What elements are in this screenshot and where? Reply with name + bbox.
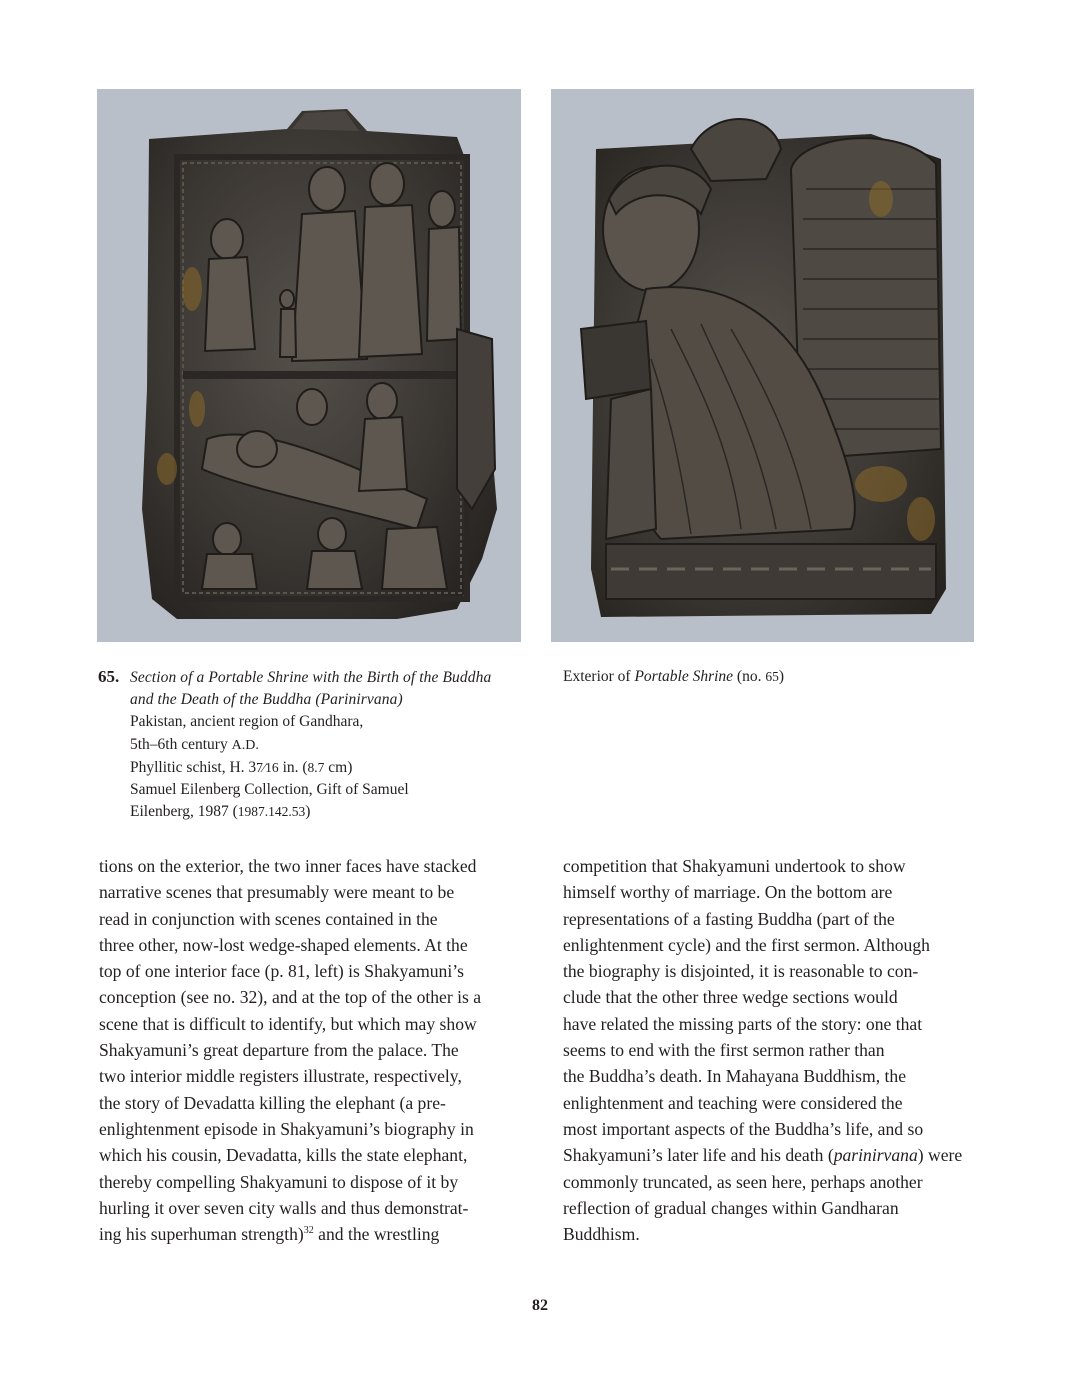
body-line: enlightenment episode in Shakyamuni’s biography in [99, 1118, 474, 1139]
body-line: have related the missing parts of the story: one that [563, 1013, 923, 1034]
body-column-right [563, 853, 988, 1247]
body-line: conception (see no. 32), and at the top of the other is a [99, 987, 482, 1008]
body-line: narrative scenes that presumably were meant to be [99, 882, 455, 903]
body-line: read in conjunction with scenes contained in the [99, 908, 438, 929]
body-line: tions on the exterior, the two inner faces have stacked [99, 856, 477, 876]
body-line: thereby compelling Shakyamuni to dispose of it by [99, 1171, 459, 1192]
body-line: clude that the other three wedge sections would [563, 987, 898, 1008]
figure-date: 5th–6th century A.D. [130, 735, 259, 753]
figure-65-caption [98, 666, 528, 823]
body-line: top of one interior face (p. 81, left) is Shakyamuni’s [99, 961, 464, 982]
figure-origin: Pakistan, ancient region of Gandhara, [130, 713, 364, 731]
body-line: reflection of gradual changes within Gandharan [563, 1197, 899, 1218]
page-number: 82 [532, 1297, 548, 1314]
figure-title-line1: Section of a Portable Shrine with the Birth of the Buddha [130, 669, 492, 686]
body-line: enlightenment cycle) and the first sermon. Although [563, 934, 930, 955]
figure-number: 65. [98, 667, 120, 686]
figure-material: Phyllitic schist, H. 37⁄16 in. (8.7 cm) [130, 758, 353, 776]
figure-title-line2: and the Death of the Buddha (Parinirvana) [130, 691, 403, 709]
body-line: three other, now-lost wedge-shaped elements. At the [99, 934, 468, 955]
body-line: the story of Devadatta killing the elephant (a pre- [99, 1092, 446, 1113]
body-line: Shakyamuni’s great departure from the palace. The [99, 1040, 459, 1061]
body-line: enlightenment and teaching were considered the [563, 1092, 903, 1113]
body-line: himself worthy of marriage. On the bottom are [563, 882, 893, 903]
figure-credit-line1: Samuel Eilenberg Collection, Gift of Samuel [130, 781, 409, 799]
body-line: scene that is difficult to identify, but which may show [99, 1013, 477, 1034]
figure-65-image [97, 89, 521, 642]
body-line: the Buddha’s death. In Mahayana Buddhism, the [563, 1066, 907, 1087]
exterior-shrine-image [551, 89, 974, 642]
body-line: two interior middle registers illustrate, respectively, [99, 1066, 462, 1087]
body-line: Shakyamuni’s later life and his death (parinirvana) were [563, 1145, 963, 1166]
footnote-ref[interactable]: 32 [303, 1225, 314, 1237]
exterior-caption: Exterior of Portable Shrine (no. 65) [563, 668, 785, 685]
body-line: hurling it over seven city walls and thus demonstrat- [99, 1197, 469, 1218]
body-line: competition that Shakyamuni undertook to show [563, 856, 906, 876]
shrine-interior-relief [97, 89, 521, 642]
shrine-exterior-relief [551, 89, 974, 642]
body-line: representations of a fasting Buddha (part of the [563, 908, 895, 929]
body-line: commonly truncated, as seen here, perhaps another [563, 1171, 923, 1192]
body-line: Buddhism. [563, 1224, 640, 1245]
body-line: the biography is disjointed, it is reasonable to con- [563, 961, 919, 982]
body-line: seems to end with the first sermon rather than [563, 1040, 885, 1061]
body-column-left [99, 853, 524, 1247]
body-line: which his cousin, Devadatta, kills the state elephant, [99, 1145, 468, 1166]
figure-credit-line2: Eilenberg, 1987 (1987.142.53) [130, 803, 311, 821]
body-line: ing his superhuman strength)$^{32}$ and the wrestling [99, 1224, 440, 1245]
body-line: most important aspects of the Buddha’s life, and so [563, 1118, 924, 1139]
